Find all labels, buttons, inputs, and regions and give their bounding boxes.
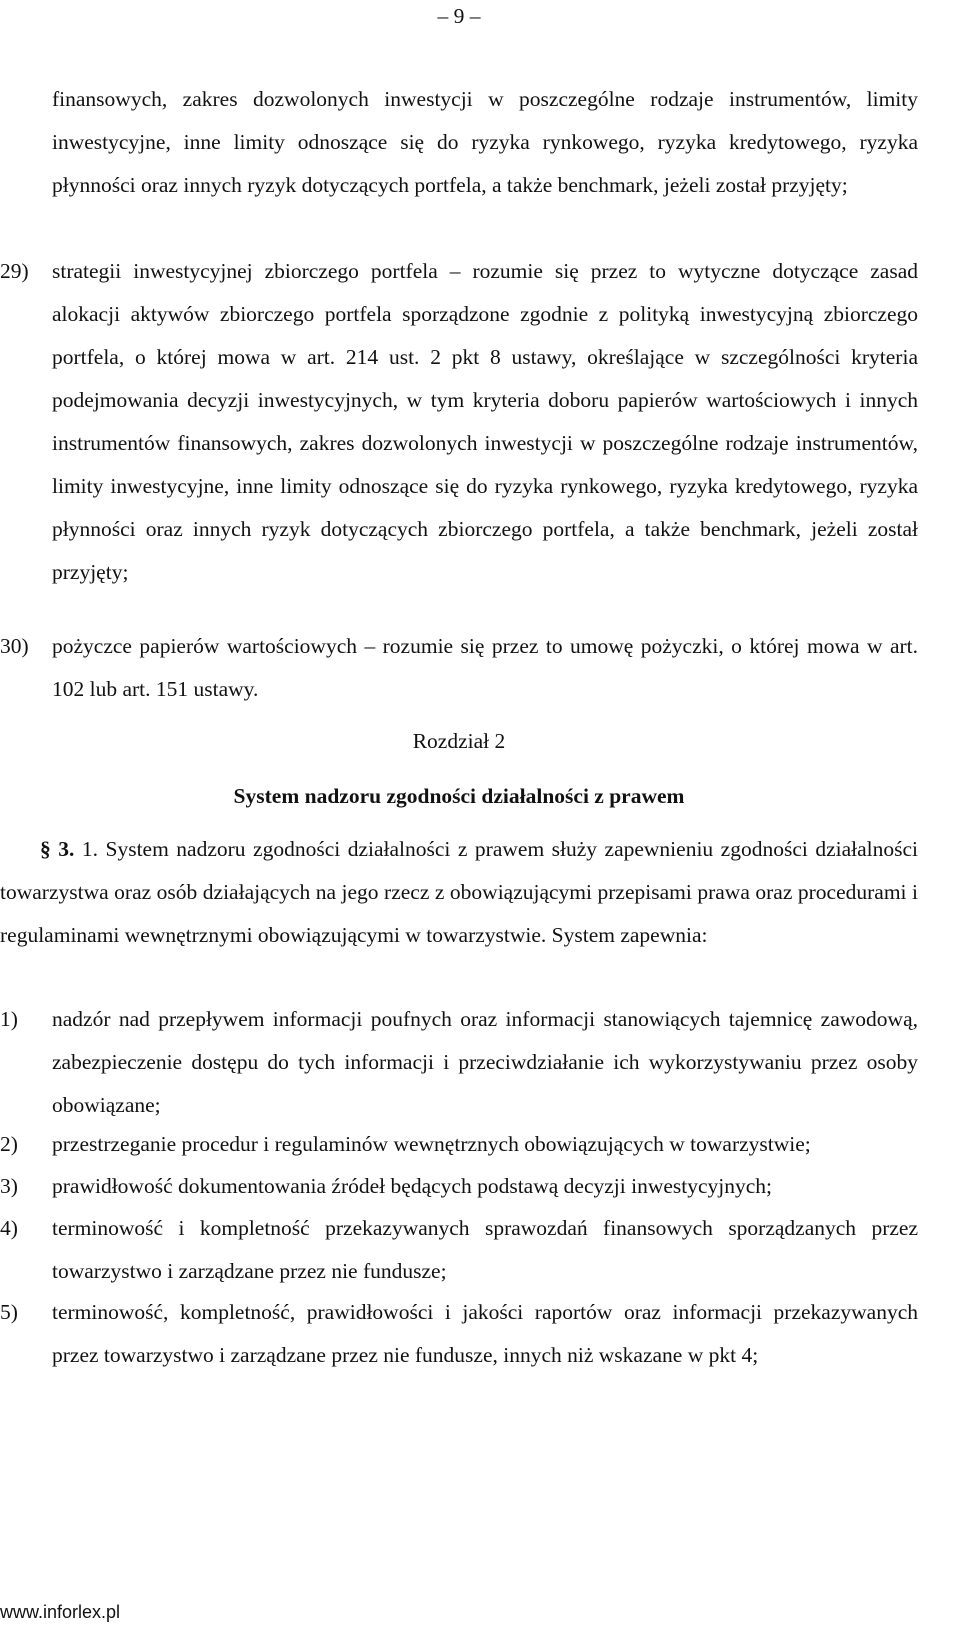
section-item-5	[0, 1291, 918, 1377]
definition-number: 30)	[0, 634, 29, 658]
continuation-paragraph	[0, 78, 918, 207]
item-number: 5)	[0, 1300, 18, 1324]
item-number: 2)	[0, 1132, 18, 1156]
item-text: prawidłowość dokumentowania źródeł będących podstawą decyzji inwestycyjnych;	[52, 1174, 773, 1198]
section-marker: § 3.	[40, 837, 75, 861]
definition-text: pożyczce papierów wartościowych – rozumie się przez to umowę pożyczki, o której mowa w art. 102 lub art. 151 ustawy.	[52, 634, 918, 701]
chapter-title: System nadzoru zgodności działalności z prawem	[233, 784, 685, 808]
item-text: terminowość i kompletność przekazywanych sprawozdań finansowych sporządzanych przez towarzystwo i zarządzane przez nie fundusze;	[52, 1216, 918, 1283]
section-item-1	[0, 998, 918, 1127]
item-text: terminowość, kompletność, prawidłowości i jakości raportów oraz informacji przekazywanych przez towarzystwo i zarządzane przez nie fundusze, innych niż wskazane w pkt 4;	[52, 1300, 918, 1367]
continuation-text: finansowych, zakres dozwolonych inwestycji w poszczególne rodzaje instrumentów, limity inwestycyjne, inne limity odnoszące się do ryzyka rynkowego, ryzyka kredytowego, ryzyka płynności oraz innych ryzyk dotyczących portfela, a także benchmark, jeżeli został przyjęty;	[52, 87, 918, 197]
definition-item-30	[0, 625, 918, 711]
item-text: przestrzeganie procedur i regulaminów wewnętrznych obowiązujących w towarzystwie;	[52, 1132, 811, 1156]
item-number: 3)	[0, 1174, 18, 1198]
footer-url: www.inforlex.pl	[0, 1602, 121, 1622]
section-intro-text: System nadzoru zgodności działalności z prawem służy zapewnieniu zgodności działalności towarzystwa oraz osób działających na jego rzecz z obowiązującymi przepisami prawa oraz procedurami i regulaminami wewnętrznymi obowiązującymi w towarzystwie. System zapewnia:	[0, 837, 919, 947]
item-number: 1)	[0, 1007, 18, 1031]
definition-number: 29)	[0, 259, 29, 283]
section-3-intro	[0, 828, 918, 957]
item-number: 4)	[0, 1216, 18, 1240]
chapter-label: Rozdział 2	[412, 729, 506, 753]
item-text: nadzór nad przepływem informacji poufnych oraz informacji stanowiących tajemnicę zawodową, zabezpieczenie dostępu do tych informacji i przeciwdziałanie ich wykorzystywaniu przez osoby obowiązane;	[52, 1007, 918, 1117]
definition-item-29	[0, 250, 918, 594]
definition-text: strategii inwestycyjnej zbiorczego portfela – rozumie się przez to wytyczne dotyczące zasad alokacji aktywów zbiorczego portfela sporządzone zgodnie z polityką inwestycyjną zbiorczego portfela, o której mowa w art. 214 ust. 2 pkt 8 ustawy, określające w szczególności kryteria podejmowania decyzji inwestycyjnych, w tym kryteria doboru papierów wartościowych i innych instrumentów finansowych, zakres dozwolonych inwestycji w poszczególne rodzaje instrumentów, limity inwestycyjne, inne limity odnoszące się do ryzyka rynkowego, ryzyka kredytowego, ryzyka płynności oraz innych ryzyk dotyczących zbiorczego portfela, a także benchmark, jeżeli został przyjęty;	[52, 259, 918, 584]
section-intro-number: 1.	[81, 837, 98, 861]
page-number: – 9 –	[437, 4, 481, 28]
section-item-3	[0, 1165, 918, 1208]
section-item-2	[0, 1123, 918, 1166]
section-item-4	[0, 1207, 918, 1293]
